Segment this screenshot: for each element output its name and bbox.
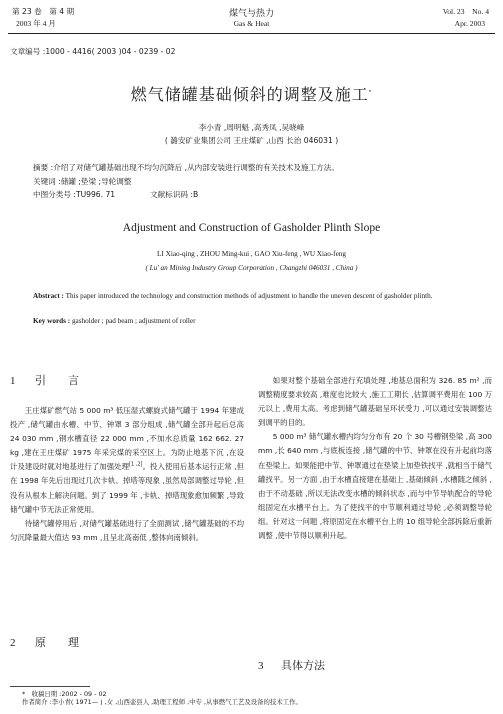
paper-title-en: Adjustment and Construction of Gasholder Plinth Slope [122, 222, 381, 234]
authors-cn: 李小青 ,周明魁 ,高秀凤 ,吴晓峰 [198, 123, 305, 132]
header-volume: 第 23 卷 第 4 期 [12, 7, 75, 16]
footnote-rule [10, 686, 90, 687]
keywords-en-label: Key words : [33, 317, 71, 325]
header-date-en: Apr. 2003 [454, 19, 485, 28]
header-rule [8, 33, 495, 34]
paragraph-survey: 待储气罐停用后 ,对储气罐基础进行了全面测试 ,储气罐基础的不均匀沉降量最大值达 93 mm ,且呈北高南低 ,整体向南倾斜。 [10, 518, 244, 542]
paper-title-text: 燃气储罐基础倾斜的调整及施工 [130, 85, 369, 104]
abstract-en [33, 290, 473, 303]
paragraph-intro-text: 王庄煤矿燃气站 5 000 m³ 低压湿式螺旋式储气罐于 1994 年建成投产 ,储气罐由水槽、中节、钟罩 3 部分组成 ,储气罐全部升起后总高 24 030 mm ,钢水槽直径 22 000 mm ,不加水总质量 162 662. 27 kg ,建在王庄煤矿 1975 年采完煤的采空区上。为防止地基下沉 ,在设计及建设时就对地基进行了加强处理 [10, 406, 244, 472]
journal-title-cn: 煤气与热力 [228, 9, 274, 19]
abstract-en-label: Abstract : [33, 292, 64, 300]
section-2-title: 原 理 [35, 636, 79, 649]
paragraph-intro-end: 。投入使用后基本运行正常 ,但在 1998 年先后出现过几次卡轨、掉塔等现象 ,虽然局部调整过导轮 ,但没有从根本上解决问题。到了 1999 年 ,卡轨、掉塔现象愈加频繁 ,导致储气罐中节无法正常使用。 [10, 462, 244, 514]
section-1-number: 1 [10, 375, 16, 387]
footnote-received: * 收稿日期 :2002 - 09 - 02 [22, 690, 107, 698]
abstract-en-text: This paper introduced the technology and construction methods of adjustment to handle the uneven descent of gasholder plinth. [65, 292, 433, 300]
keywords-en-text: gasholder ; pad beam ; adjustment of roller [71, 317, 196, 325]
abstract-cn: 摘要 :介绍了对储气罐基础出现不均匀沉降后 ,从内部安装进行调整的有关技术及施工方法。 [33, 163, 339, 172]
affiliation-cn: ( 潞安矿业集团公司 王庄煤矿 ,山西 长治 046031 ) [164, 136, 339, 145]
header-volume-en: Vol. 23 No. 4 [442, 7, 489, 16]
header-date: 2003 年 4 月 [16, 19, 56, 28]
article-number: 文章编号 :1000 - 4416( 2003 )04 - 0239 - 02 [10, 47, 176, 56]
section-2-heading [10, 634, 79, 650]
citation-ref: [1 ,2] [129, 461, 143, 468]
footnote [22, 690, 302, 706]
journal-title-en: Gas & Heat [233, 19, 270, 28]
document-code: 文献标识码 :B [150, 190, 199, 199]
section-3-title: 具体方法 [281, 659, 325, 672]
section-2-number: 2 [10, 637, 16, 649]
section-1-title: 引 言 [35, 374, 79, 387]
paragraph-fill-cost: 如果对整个基础全部进行充填处理 ,地基总面积为 326. 85 m² ,而调整精度要求较高 ,难度也比较大 ,施工工期长 ,估算调平费用在 100 万元以上 ,费用太高。考虑到储气罐基础呈环状受力 ,可以通过安装调整达到调平的目的。 [258, 376, 492, 428]
clc-number: 中图分类号 :TU996. 71 [33, 190, 116, 199]
footnote-author: 作者简介 :李小青( 1971— ) ,女 ,山西壶县人 ,助理工程师 ,中专 ,从事燃气工艺及设备的技术工作。 [22, 698, 302, 706]
paragraph-intro [10, 404, 244, 517]
right-column [258, 374, 492, 543]
paper-title-cn [0, 82, 503, 105]
section-3-heading [258, 657, 325, 673]
keywords-cn: 关键词 :储罐 ;垫梁 ;导轮调整 [33, 177, 132, 186]
section-1-heading [10, 372, 79, 388]
paragraph-pad-beam: 5 000 m³ 储气罐水槽内均匀分布有 20 个 30 号槽钢垫梁 ,高 300 mm ,长 640 mm ,与底板连接 ,储气罐的中节、钟罩在没有升起前均落在垫梁上。如果能把中节、钟罩通过在垫梁上加垫铁找平 ,就相当于储气罐找平。另一方面 ,由于水槽直接建在基础上 ,基础倾斜 ,水槽随之倾斜 ,由于不动基础 ,所以无法改变水槽的倾斜状态 ,而与中节导轨配合的导轮组固定在水槽平台上。为了使找平的中节顺利通过导轮 ,必须调整导轮组。针对这一问题 ,将原固定在水槽平台上的 10 组导轮全部拆除后重新调整 ,使中节得以顺利升起。 [258, 432, 492, 541]
left-column [10, 404, 244, 545]
keywords-en [33, 317, 196, 326]
title-footnote-mark: * [368, 89, 373, 96]
section-3-number: 3 [258, 660, 264, 672]
affiliation-en: ( Lu' an Mining Industry Group Corporation , Changzhi 046031 , China ) [145, 264, 358, 272]
authors-en: LI Xiao-qing , ZHOU Ming-kui , GAO Xiu-feng , WU Xiao-feng [157, 250, 346, 258]
